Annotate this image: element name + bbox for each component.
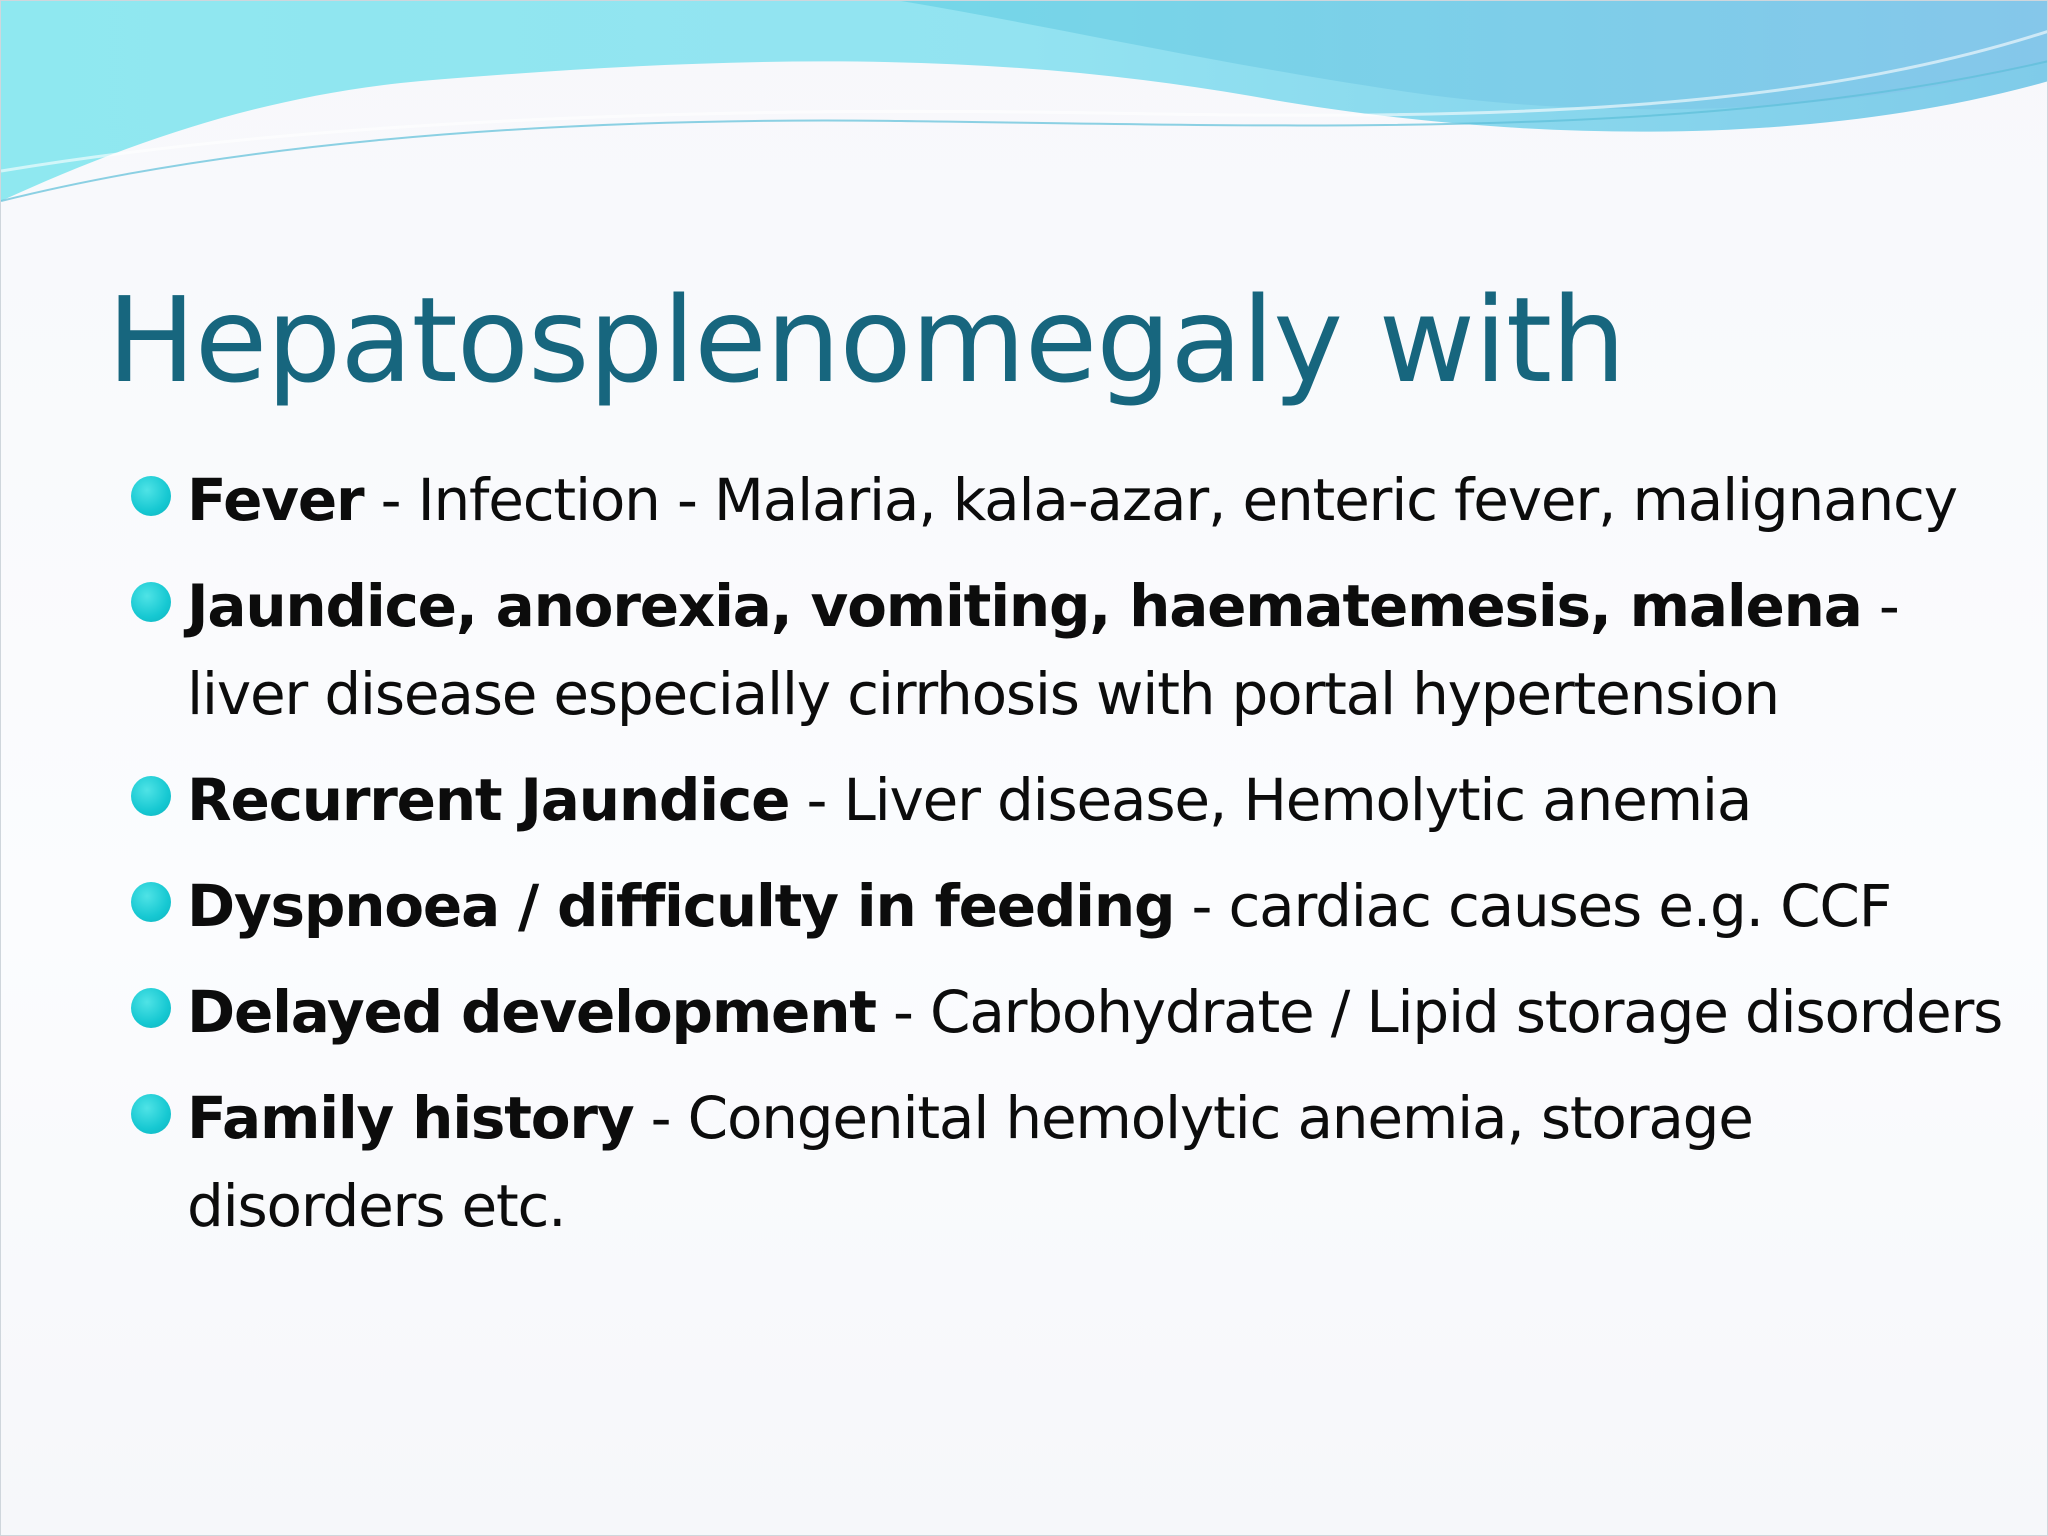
list-item: [131, 968, 2011, 1056]
slide-title: Hepatosplenomegaly with: [107, 271, 1625, 409]
bullet-separator: -: [363, 466, 418, 534]
list-item: [131, 562, 2011, 738]
bullet-list: [131, 456, 2011, 1268]
bullet-description: Congenital hemolytic anemia, storage disorders etc.: [187, 1084, 1753, 1240]
bullet-term: Jaundice, anorexia, vomiting, haematemesis, malena: [187, 572, 1862, 640]
bullet-term: Fever: [187, 466, 364, 534]
list-item: [131, 456, 2011, 544]
list-item: [131, 1074, 2011, 1250]
bullet-dot-icon: [131, 476, 171, 516]
bullet-separator: -: [875, 978, 931, 1046]
bullet-dot-icon: [131, 882, 171, 922]
bullet-separator: -: [633, 1084, 688, 1152]
bullet-description: Carbohydrate / Lipid storage disorders: [930, 978, 2003, 1046]
bullet-separator: -: [789, 766, 844, 834]
bullet-dot-icon: [131, 776, 171, 816]
bullet-dot-icon: [131, 582, 171, 622]
bullet-description: liver disease especially cirrhosis with portal hypertension: [187, 660, 1779, 728]
bullet-dot-icon: [131, 988, 171, 1028]
bullet-term: Dyspnoea / difficulty in feeding: [187, 872, 1175, 940]
bullet-separator: -: [1861, 572, 1899, 640]
bullet-term: Family history: [187, 1084, 634, 1152]
bullet-term: Recurrent Jaundice: [187, 766, 790, 834]
list-item: [131, 862, 2011, 950]
list-item: [131, 756, 2011, 844]
bullet-separator: -: [1174, 872, 1229, 940]
bullet-dot-icon: [131, 1094, 171, 1134]
header-wave-decoration: [1, 1, 2048, 241]
bullet-description: Infection - Malaria, kala-azar, enteric fever, malignancy: [417, 466, 1957, 534]
bullet-term: Delayed development: [187, 978, 876, 1046]
bullet-description: cardiac causes e.g. CCF: [1228, 872, 1891, 940]
bullet-description: Liver disease, Hemolytic anemia: [843, 766, 1752, 834]
